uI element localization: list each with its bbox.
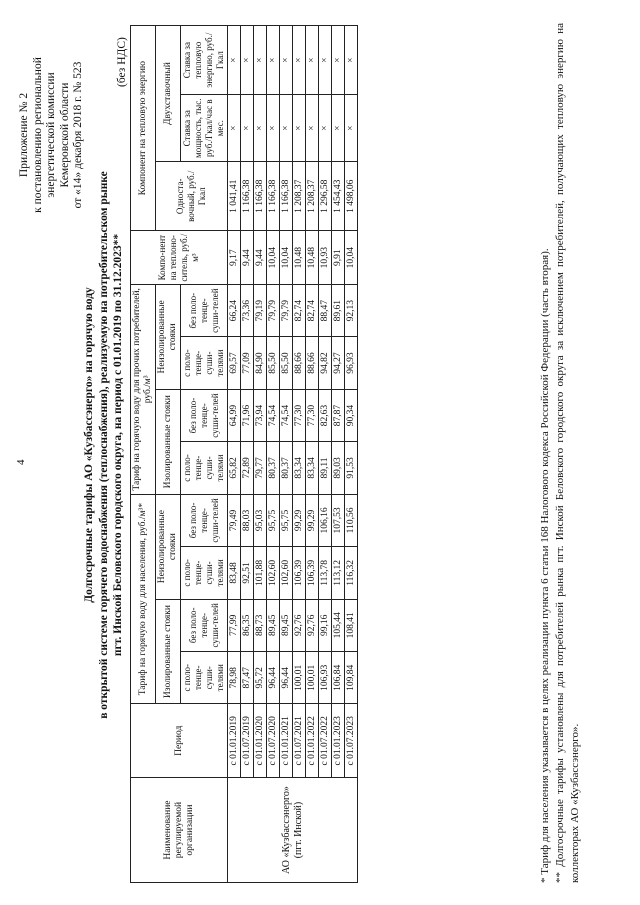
value-cell: × bbox=[254, 95, 267, 162]
value-cell: 10,48 bbox=[306, 231, 319, 285]
table-body bbox=[228, 26, 358, 883]
header-insulated: Изолированные стояки bbox=[156, 389, 181, 494]
value-cell: 106,16 bbox=[319, 494, 332, 546]
value-cell: 10,04 bbox=[345, 231, 358, 285]
appendix-line: от «14» декабря 2018 г. № 523 bbox=[72, 61, 84, 209]
header-non-insulated: Неизолированные стояки bbox=[156, 494, 181, 599]
value-cell: × bbox=[280, 26, 293, 95]
value-cell: × bbox=[241, 26, 254, 95]
value-cell: × bbox=[293, 95, 306, 162]
value-cell: 92,76 bbox=[306, 599, 319, 651]
value-cell: 106,93 bbox=[319, 652, 332, 704]
value-cell: 89,11 bbox=[319, 442, 332, 494]
value-cell: 1 166,38 bbox=[241, 162, 254, 231]
value-cell: 88,66 bbox=[293, 337, 306, 389]
value-cell: 89,45 bbox=[280, 599, 293, 651]
period-cell: с 01.07.2019 bbox=[241, 704, 254, 778]
value-cell: 94,82 bbox=[319, 337, 332, 389]
value-cell: 95,03 bbox=[254, 494, 267, 546]
value-cell: 105,44 bbox=[332, 599, 345, 651]
value-cell: 99,16 bbox=[319, 599, 332, 651]
value-cell: 9,17 bbox=[228, 231, 241, 285]
value-cell: 88,47 bbox=[319, 284, 332, 336]
header-two-part: Двухставочный bbox=[156, 26, 181, 162]
value-cell: 1 208,37 bbox=[306, 162, 319, 231]
value-cell: 79,49 bbox=[228, 494, 241, 546]
value-cell: 92,51 bbox=[241, 547, 254, 599]
vat-note: (без НДС) bbox=[116, 37, 128, 87]
header-coolant: Компо-нент на теплоно-ситель, руб./м³ bbox=[131, 231, 228, 285]
header-without-towel: без поло-тенце-суши-телей bbox=[181, 389, 228, 441]
header-non-insulated: Неизолированные стояки bbox=[156, 284, 181, 389]
header-with-towel: с поло-тенце-суши-телями bbox=[181, 337, 228, 389]
value-cell: 91,53 bbox=[345, 442, 358, 494]
value-cell: 1 166,38 bbox=[280, 162, 293, 231]
value-cell: 77,30 bbox=[293, 389, 306, 441]
table-row bbox=[306, 26, 319, 883]
value-cell: 83,34 bbox=[306, 442, 319, 494]
value-cell: 9,44 bbox=[254, 231, 267, 285]
value-cell: 99,29 bbox=[306, 494, 319, 546]
value-cell: 1 296,58 bbox=[319, 162, 332, 231]
value-cell: 83,34 bbox=[293, 442, 306, 494]
value-cell: 64,99 bbox=[228, 389, 241, 441]
title-line: в открытой системе горячего водоснабжения (теплоснабжения), реализуемую на потребительском рынке bbox=[97, 171, 110, 719]
period-cell: с 01.01.2022 bbox=[306, 704, 319, 778]
value-cell: 84,90 bbox=[254, 337, 267, 389]
header-org: Наименование регулируемой организации bbox=[131, 778, 228, 883]
value-cell: 106,39 bbox=[306, 547, 319, 599]
title-line: пгт. Инской Беловского городского округа, на период с 01.01.2019 по 31.12.2023** bbox=[112, 233, 124, 657]
value-cell: 1 166,38 bbox=[267, 162, 280, 231]
value-cell: 85,50 bbox=[280, 337, 293, 389]
header-without-towel: без поло-тенце-суши-телей bbox=[181, 599, 228, 651]
value-cell: × bbox=[319, 95, 332, 162]
header-population-tariff: Тариф на горячую воду для населения, руб./м³* bbox=[131, 494, 156, 704]
value-cell: × bbox=[254, 26, 267, 95]
value-cell: 77,99 bbox=[228, 599, 241, 651]
table-row bbox=[228, 26, 241, 883]
value-cell: 87,87 bbox=[332, 389, 345, 441]
header-with-towel: с поло-тенце-суши-телями bbox=[181, 652, 228, 704]
period-cell: с 01.01.2021 bbox=[280, 704, 293, 778]
value-cell: 89,61 bbox=[332, 284, 345, 336]
value-cell: × bbox=[306, 26, 319, 95]
value-cell: 95,72 bbox=[254, 652, 267, 704]
header-capacity-rate: Ставка за мощность, тыс. руб./Гкал/час в мес. bbox=[181, 95, 228, 162]
value-cell: 87,47 bbox=[241, 652, 254, 704]
value-cell: × bbox=[306, 95, 319, 162]
value-cell: 106,39 bbox=[293, 547, 306, 599]
value-cell: 9,91 bbox=[332, 231, 345, 285]
period-cell: с 01.07.2022 bbox=[319, 704, 332, 778]
document-title bbox=[82, 95, 126, 795]
value-cell: 82,74 bbox=[306, 284, 319, 336]
value-cell: 85,50 bbox=[267, 337, 280, 389]
value-cell: 88,73 bbox=[254, 599, 267, 651]
table-row bbox=[345, 26, 358, 883]
period-cell: с 01.07.2023 bbox=[345, 704, 358, 778]
tariff-table bbox=[130, 25, 358, 883]
value-cell: 116,32 bbox=[345, 547, 358, 599]
value-cell: 86,35 bbox=[241, 599, 254, 651]
header-heat-component: Компонент на тепловую энергию bbox=[131, 26, 156, 231]
table-row bbox=[319, 26, 332, 883]
table-row bbox=[332, 26, 345, 883]
value-cell: 92,76 bbox=[293, 599, 306, 651]
value-cell: 94,27 bbox=[332, 337, 345, 389]
footnote-population: * Тариф для населения указывается в целях реализации пункта 6 статьи 168 Налогового кодекса Российской Федерации (часть вторая). bbox=[539, 248, 551, 883]
period-cell: с 01.01.2023 bbox=[332, 704, 345, 778]
table-row bbox=[267, 26, 280, 883]
title-line: Долгосрочные тарифы АО «Кузбассэнерго» на горячую воду bbox=[83, 287, 95, 603]
appendix-line: к постановлению региональной bbox=[31, 57, 44, 213]
header-insulated: Изолированные стояки bbox=[156, 599, 181, 704]
value-cell: 88,66 bbox=[306, 337, 319, 389]
value-cell: 79,77 bbox=[254, 442, 267, 494]
value-cell: 71,96 bbox=[241, 389, 254, 441]
value-cell: 80,37 bbox=[280, 442, 293, 494]
table-row bbox=[293, 26, 306, 883]
header-without-towel: без поло-тенце-суши-телей bbox=[181, 284, 228, 336]
value-cell: × bbox=[228, 95, 241, 162]
value-cell: 74,54 bbox=[280, 389, 293, 441]
value-cell: × bbox=[267, 95, 280, 162]
table-row bbox=[280, 26, 293, 883]
value-cell: 77,30 bbox=[306, 389, 319, 441]
period-cell: с 01.01.2020 bbox=[254, 704, 267, 778]
value-cell: 113,12 bbox=[332, 547, 345, 599]
value-cell: 99,29 bbox=[293, 494, 306, 546]
organization-cell: АО «Кузбассэнерго» (пгт. Инской) bbox=[228, 778, 358, 883]
value-cell: 79,79 bbox=[267, 284, 280, 336]
value-cell: 82,74 bbox=[293, 284, 306, 336]
value-cell: 1 166,38 bbox=[254, 162, 267, 231]
value-cell: 89,45 bbox=[267, 599, 280, 651]
value-cell: 79,79 bbox=[280, 284, 293, 336]
value-cell: 107,53 bbox=[332, 494, 345, 546]
value-cell: × bbox=[332, 26, 345, 95]
value-cell: 1 208,37 bbox=[293, 162, 306, 231]
table-row bbox=[254, 26, 267, 883]
value-cell: × bbox=[319, 26, 332, 95]
value-cell: 78,98 bbox=[228, 652, 241, 704]
value-cell: 102,60 bbox=[267, 547, 280, 599]
value-cell: 96,44 bbox=[280, 652, 293, 704]
value-cell: 77,09 bbox=[241, 337, 254, 389]
value-cell: 74,54 bbox=[267, 389, 280, 441]
header-period: Период bbox=[131, 704, 228, 778]
value-cell: 10,04 bbox=[280, 231, 293, 285]
value-cell: 113,78 bbox=[319, 547, 332, 599]
value-cell: × bbox=[228, 26, 241, 95]
header-energy-rate: Ставка за тепловую энергию, руб./Гкал bbox=[181, 26, 228, 95]
value-cell: × bbox=[345, 95, 358, 162]
value-cell: 80,37 bbox=[267, 442, 280, 494]
value-cell: × bbox=[267, 26, 280, 95]
value-cell: 101,88 bbox=[254, 547, 267, 599]
value-cell: 108,41 bbox=[345, 599, 358, 651]
value-cell: 65,82 bbox=[228, 442, 241, 494]
value-cell: 92,13 bbox=[345, 284, 358, 336]
value-cell: × bbox=[345, 26, 358, 95]
header-one-part: Односта-вочный, руб./Гкал bbox=[156, 162, 228, 231]
value-cell: 96,44 bbox=[267, 652, 280, 704]
appendix-block bbox=[18, 15, 86, 255]
value-cell: 95,75 bbox=[267, 494, 280, 546]
value-cell: 79,19 bbox=[254, 284, 267, 336]
value-cell: 102,60 bbox=[280, 547, 293, 599]
appendix-line: Приложение № 2 bbox=[18, 92, 30, 178]
footnotes bbox=[538, 23, 583, 883]
value-cell: 73,36 bbox=[241, 284, 254, 336]
value-cell: 1 041,41 bbox=[228, 162, 241, 231]
value-cell: 73,94 bbox=[254, 389, 267, 441]
period-cell: с 01.01.2019 bbox=[228, 704, 241, 778]
value-cell: 10,48 bbox=[293, 231, 306, 285]
page-number: 4 bbox=[15, 459, 27, 465]
value-cell: × bbox=[280, 95, 293, 162]
header-with-towel: с поло-тенце-суши-телями bbox=[181, 547, 228, 599]
value-cell: × bbox=[332, 95, 345, 162]
period-cell: с 01.07.2020 bbox=[267, 704, 280, 778]
value-cell: 95,75 bbox=[280, 494, 293, 546]
value-cell: 10,04 bbox=[267, 231, 280, 285]
value-cell: 110,56 bbox=[345, 494, 358, 546]
value-cell: 9,44 bbox=[241, 231, 254, 285]
value-cell: 72,89 bbox=[241, 442, 254, 494]
header-with-towel: с поло-тенце-суши-телями bbox=[181, 442, 228, 494]
value-cell: × bbox=[241, 95, 254, 162]
appendix-line: Кемеровской области bbox=[58, 82, 71, 188]
value-cell: 10,93 bbox=[319, 231, 332, 285]
table-row bbox=[241, 26, 254, 883]
value-cell: 83,48 bbox=[228, 547, 241, 599]
value-cell: 96,93 bbox=[345, 337, 358, 389]
value-cell: 88,03 bbox=[241, 494, 254, 546]
period-cell: с 01.07.2021 bbox=[293, 704, 306, 778]
value-cell: 90,34 bbox=[345, 389, 358, 441]
value-cell: 100,01 bbox=[293, 652, 306, 704]
value-cell: 100,01 bbox=[306, 652, 319, 704]
value-cell: × bbox=[293, 26, 306, 95]
footnote-consumers: ** Долгосрочные тарифы установлены для потребителей рынка пгт. Инской Беловского городского округа за исключением потребителей, получающих тепловую энергию на коллекторах АО «Кузбассэнерго». bbox=[554, 23, 581, 883]
value-cell: 1 498,06 bbox=[345, 162, 358, 231]
value-cell: 82,63 bbox=[319, 389, 332, 441]
value-cell: 66,24 bbox=[228, 284, 241, 336]
value-cell: 89,03 bbox=[332, 442, 345, 494]
header-without-towel: без поло-тенце-суши-телей bbox=[181, 494, 228, 546]
value-cell: 109,84 bbox=[345, 652, 358, 704]
header-other-tariff: Тариф на горячую воду для прочих потребителей, руб./м³ bbox=[131, 284, 156, 494]
appendix-line: энергетической комиссии bbox=[45, 72, 57, 198]
value-cell: 106,84 bbox=[332, 652, 345, 704]
value-cell: 1 454,43 bbox=[332, 162, 345, 231]
value-cell: 69,57 bbox=[228, 337, 241, 389]
